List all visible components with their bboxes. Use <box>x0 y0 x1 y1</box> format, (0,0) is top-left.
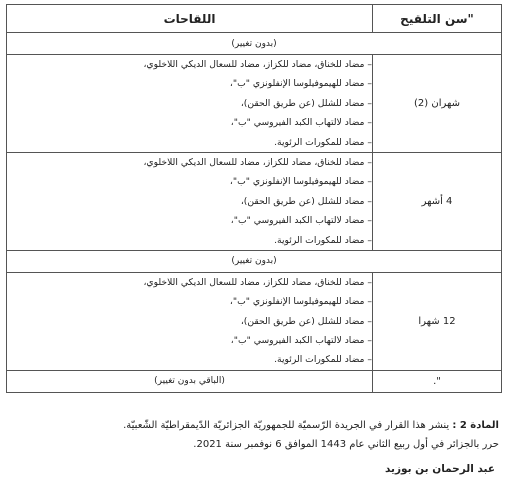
vaccine-list <box>7 55 372 152</box>
unchanged-note: (بدون تغيير) <box>7 250 502 272</box>
article-2-paragraph <box>6 420 499 431</box>
signature: عبد الرحمان بن بوزيد <box>384 463 495 475</box>
remainder-unchanged-note: (الباقي بدون تغيير) <box>7 370 373 392</box>
vaccine-item: – مضاد لالتهاب الكبد الفيروسي "ب"، <box>230 335 372 347</box>
closing-quote-mark: ". <box>373 370 502 392</box>
article-text: ينشر هذا القرار في الجريدة الرّسميّة للجمهوريّة الجزائريّة الدّيمقراطيّة الشّعبيّة. <box>123 420 453 431</box>
vaccine-item: – مضاد للشلل (عن طريق الحقن)، <box>240 195 372 207</box>
table-header-row <box>7 5 502 33</box>
vaccine-list <box>7 273 372 370</box>
vaccine-item: – مضاد للهيموفيلوسا الإنفلونزي "ب"، <box>229 78 372 90</box>
vaccine-item: – مضاد للخناق، مضاد للكزاز، مضاد للسعال الديكي اللاخلوي، <box>143 156 372 168</box>
header-vaccination-age: "سن التلقيح <box>373 5 502 33</box>
vaccine-list <box>7 153 372 250</box>
unchanged-note: (بدون تغيير) <box>7 33 502 55</box>
table-row <box>7 152 502 250</box>
vaccine-item: – مضاد للخناق، مضاد للكزاز، مضاد للسعال الديكي اللاخلوي، <box>143 59 372 70</box>
age-cell: 4 أشهر <box>373 152 502 250</box>
age-cell: شهران (2) <box>373 55 502 153</box>
vaccine-item: – مضاد للخناق، مضاد للكزاز، مضاد للسعال الديكي اللاخلوي، <box>143 276 372 288</box>
table-row <box>7 370 502 392</box>
vaccine-list-cell <box>7 152 373 250</box>
date-line: حرر بالجزائر في أول ربيع الثاني عام 1443 الموافق 6 نوفمبر سنة 2021. <box>193 439 499 450</box>
vaccine-item: – مضاد لالتهاب الكبد الفيروسي "ب"، <box>230 215 372 227</box>
vaccine-item: – مضاد للهيموفيلوسا الإنفلونزي "ب"، <box>229 176 372 188</box>
vaccine-item: – مضاد لالتهاب الكبد الفيروسي "ب"، <box>230 117 372 129</box>
vaccination-schedule-table <box>6 4 502 393</box>
vaccine-item: – مضاد للشلل (عن طريق الحقن)، <box>240 315 372 327</box>
table-row <box>7 272 502 370</box>
vaccine-item: – مضاد للشلل (عن طريق الحقن)، <box>240 97 372 109</box>
table-row <box>7 33 502 55</box>
article-label: المادة 2 : <box>452 420 499 431</box>
header-vaccines: اللقاحات <box>7 5 373 33</box>
vaccine-list-cell <box>7 55 373 153</box>
vaccine-item: – مضاد للهيموفيلوسا الإنفلونزي "ب"، <box>229 296 372 308</box>
vaccine-item: – مضاد للمكورات الرئوية. <box>274 136 372 148</box>
vaccine-item: – مضاد للمكورات الرئوية. <box>274 234 372 246</box>
table-row <box>7 250 502 272</box>
vaccine-item: – مضاد للمكورات الرئوية. <box>274 354 372 366</box>
vaccine-list-cell <box>7 272 373 370</box>
table-row <box>7 55 502 153</box>
age-cell: 12 شهرا <box>373 272 502 370</box>
